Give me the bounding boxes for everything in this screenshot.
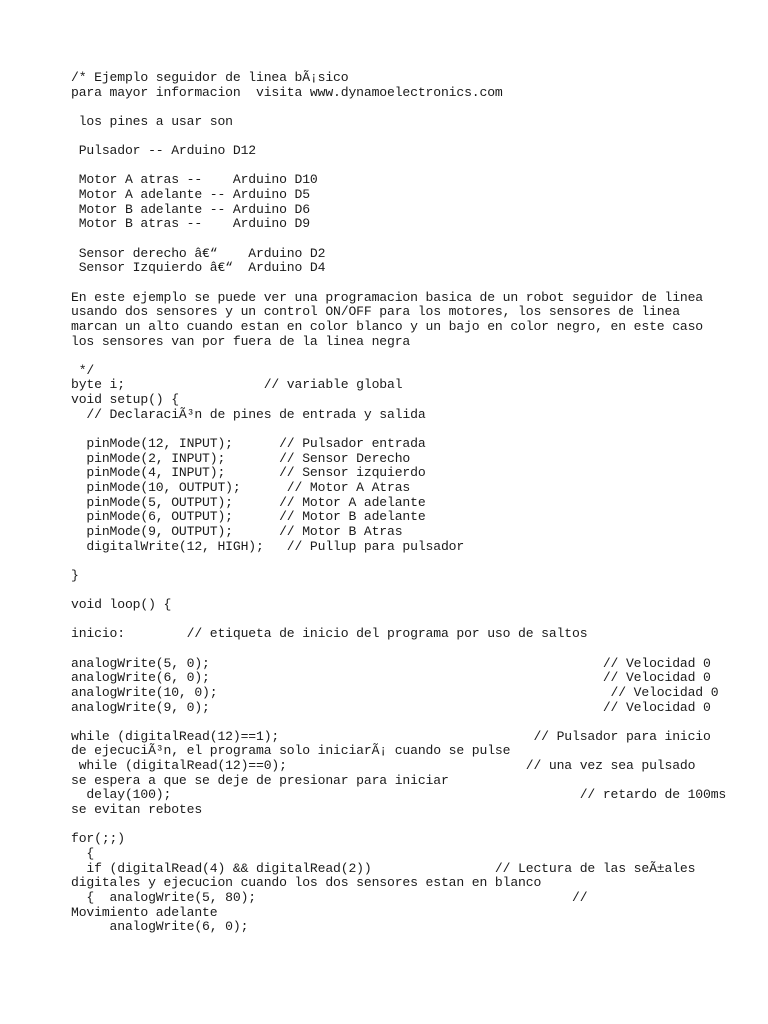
code-line: analogWrite(5, 0); // Velocidad 0 — [71, 655, 711, 671]
code-line: if (digitalRead(4) && digitalRead(2)) // Lectura de las seÃ±ales — [71, 860, 696, 876]
code-line: analogWrite(9, 0); // Velocidad 0 — [71, 699, 711, 715]
blank-line — [71, 232, 761, 247]
code-line: */ — [71, 362, 95, 378]
code-line: usando dos sensores y un control ON/OFF para los motores, los sensores de linea — [71, 304, 680, 320]
blank-line — [71, 349, 761, 364]
code-line: pinMode(5, OUTPUT); // Motor A adelante — [71, 494, 426, 510]
code-line: Motor A atras -- Arduino D10 — [71, 172, 318, 188]
code-line: while (digitalRead(12)==1); // Pulsador para inicio — [71, 728, 711, 744]
code-line: // DeclaraciÃ³n de pines de entrada y salida — [71, 406, 426, 422]
code-line: pinMode(12, INPUT); // Pulsador entrada — [71, 436, 426, 452]
code-line: pinMode(4, INPUT); // Sensor izquierdo — [71, 465, 426, 481]
code-line: { — [71, 845, 95, 861]
code-line: Sensor Izquierdo â€“ Arduino D4 — [71, 260, 326, 276]
blank-line — [71, 130, 761, 145]
code-line: Movimiento adelante — [71, 904, 218, 920]
code-line: Pulsador -- Arduino D12 — [71, 143, 256, 159]
blank-line — [71, 613, 761, 628]
code-line: void setup() { — [71, 392, 179, 408]
code-line: { analogWrite(5, 80); // — [71, 889, 588, 905]
code-line: for(;;) — [71, 831, 125, 847]
blank-line — [71, 583, 761, 598]
code-line: byte i; // variable global — [71, 377, 403, 393]
code-line: pinMode(10, OUTPUT); // Motor A Atras — [71, 479, 411, 495]
code-line: pinMode(6, OUTPUT); // Motor B adelante — [71, 509, 426, 525]
blank-line — [71, 422, 761, 437]
code-line: /* Ejemplo seguidor de linea bÃ¡sico — [71, 70, 349, 85]
code-line: digitalWrite(12, HIGH); // Pullup para pulsador — [71, 538, 465, 554]
code-line: Sensor derecho â€“ Arduino D2 — [71, 245, 326, 261]
code-line: pinMode(9, OUTPUT); // Motor B Atras — [71, 523, 403, 539]
code-line: } — [71, 567, 79, 583]
code-line: pinMode(2, INPUT); // Sensor Derecho — [71, 450, 411, 466]
code-line: Motor B adelante -- Arduino D6 — [71, 201, 310, 217]
code-line: analogWrite(6, 0); // Velocidad 0 — [71, 670, 711, 686]
code-line: analogWrite(6, 0); — [71, 919, 249, 935]
blank-line — [71, 159, 761, 174]
code-line: En este ejemplo se puede ver una programacion basica de un robot seguidor de linea — [71, 289, 704, 305]
source-code-text — [71, 71, 761, 935]
code-line: analogWrite(10, 0); // Velocidad 0 — [71, 684, 719, 700]
code-line: Motor A adelante -- Arduino D5 — [71, 187, 310, 203]
code-line: delay(100); // retardo de 100ms — [71, 787, 727, 803]
code-line: de ejecuciÃ³n, el programa solo iniciarÃ¡ cuando se pulse — [71, 743, 511, 759]
blank-line — [71, 642, 761, 657]
blank-line — [71, 100, 761, 115]
code-line: while (digitalRead(12)==0); // una vez sea pulsado — [71, 758, 696, 774]
blank-line — [71, 818, 761, 833]
blank-line — [71, 554, 761, 569]
code-line: se espera a que se deje de presionar para iniciar — [71, 772, 449, 788]
blank-line — [71, 715, 761, 730]
blank-line — [71, 276, 761, 291]
code-line: los pines a usar son — [71, 113, 233, 129]
code-line: para mayor informacion visita www.dynamoelectronics.com — [71, 84, 503, 100]
code-line: void loop() { — [71, 597, 172, 613]
code-line: se evitan rebotes — [71, 802, 203, 818]
code-line: Motor B atras -- Arduino D9 — [71, 216, 310, 232]
code-line: digitales y ejecucion cuando los dos sensores estan en blanco — [71, 875, 542, 891]
code-line: inicio: // etiqueta de inicio del programa por uso de saltos — [71, 626, 588, 642]
code-line: marcan un alto cuando estan en color blanco y un bajo en color negro, en este caso — [71, 318, 704, 334]
code-line: los sensores van por fuera de la linea negra — [71, 333, 411, 349]
